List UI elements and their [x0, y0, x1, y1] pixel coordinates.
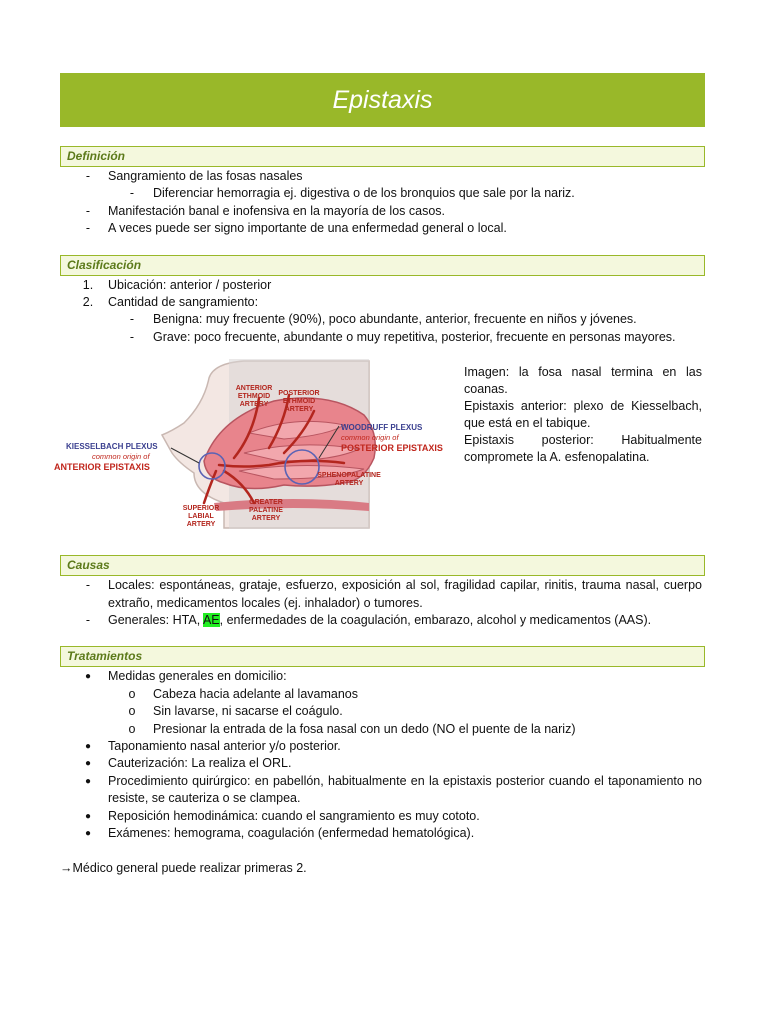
list-item: Taponamiento nasal anterior y/o posterior. [108, 739, 341, 753]
greater-palatine-label-2: PALATINE [249, 507, 283, 514]
nasal-anatomy-illustration [44, 353, 464, 535]
figure-caption [464, 364, 702, 466]
circle-marker: o [128, 687, 136, 701]
generales-text-end: , enfermedades de la coagulación, embarazo, alcohol y medicamentos (AAS). [219, 613, 652, 627]
list-item: A veces puede ser signo importante de una enfermedad general o local. [108, 221, 507, 235]
section-heading-causas: Causas [60, 555, 705, 576]
dash-marker: - [85, 613, 91, 627]
list-item: Cantidad de sangramiento: [108, 295, 259, 309]
dash-marker: - [85, 578, 91, 592]
superior-labial-label-3: ARTERY [186, 521, 216, 528]
caption-line: que está en el tabique. [464, 416, 591, 430]
list-number: 2. [82, 295, 94, 309]
list-item: Locales: espontáneas, grataje, esfuerzo, exposición al sol, fragilidad capilar, rinitis, trauma nasal, cuerpo [108, 578, 702, 592]
caption-line: coanas. [464, 382, 508, 396]
caption-line: Imagen: la fosa nasal termina en las [464, 365, 702, 379]
page-title: Epistaxis [332, 85, 433, 114]
posterior-ethmoid-label-1: POSTERIOR [278, 390, 320, 397]
list-item: Diferenciar hemorragia ej. digestiva o de los bronquios que sale por la nariz. [153, 186, 575, 200]
list-item: Medidas generales en domicilio: [108, 669, 287, 683]
posterior-ethmoid-label-2: ETHMOID [282, 398, 316, 405]
list-item: Procedimiento quirúrgico: en pabellón, habitualmente en la epistaxis posterior cuando el taponamiento no [108, 774, 702, 788]
superior-labial-label-1: SUPERIOR [182, 505, 220, 512]
sphenopalatine-label-1: SPHENOPALATINE [317, 472, 381, 479]
section-heading-definicion: Definición [60, 146, 705, 167]
list-item: Cabeza hacia adelante al lavamanos [153, 687, 358, 701]
list-item: Sangramiento de las fosas nasales [108, 169, 303, 183]
dash-marker: - [129, 312, 135, 326]
generales-text-start: Generales: HTA, [108, 613, 203, 627]
kiesselbach-plexus-label: KIESSELBACH PLEXUS [66, 442, 158, 451]
list-item-continuation: resiste, se cauteriza o se clampea. [108, 791, 301, 805]
greater-palatine-label-3: ARTERY [251, 515, 281, 522]
sphenopalatine-label-2: ARTERY [334, 480, 364, 487]
section-heading-tratamientos: Tratamientos [60, 646, 705, 667]
dash-marker: - [85, 204, 91, 218]
list-item: Benigna: muy frecuente (90%), poco abundante, anterior, frecuente en niños y jóvenes. [153, 312, 637, 326]
woodruff-sub-label: common origin of [341, 433, 399, 442]
posterior-epistaxis-label: POSTERIOR EPISTAXIS [341, 443, 443, 453]
nasal-anatomy-figure [44, 353, 464, 535]
anterior-ethmoid-label-3: ARTERY [239, 401, 269, 408]
list-item: Sin lavarse, ni sacarse el coágulo. [153, 704, 343, 718]
list-item: Grave: poco frecuente, abundante o muy repetitiva, posterior, frecuente en personas mayores. [153, 330, 676, 344]
anterior-ethmoid-label-1: ANTERIOR [235, 385, 273, 392]
caption-line: compromete la A. esfenopalatina. [464, 450, 650, 464]
anterior-ethmoid-label-2: ETHMOID [237, 393, 271, 400]
bullet-marker: ● [84, 811, 92, 822]
list-item [108, 612, 651, 629]
list-item: Reposición hemodinámica: cuando el sangramiento es muy cototo. [108, 809, 480, 823]
dash-marker: - [129, 186, 135, 200]
list-item-continuation: extraño, medicamentos locales (ej. inhalador) o tumores. [108, 596, 423, 610]
list-item: Manifestación banal e inofensiva en la mayoría de los casos. [108, 204, 445, 218]
circle-marker: o [128, 704, 136, 718]
dash-marker: - [85, 221, 91, 235]
highlighted-term: AE [202, 613, 220, 627]
caption-line: Epistaxis anterior: plexo de Kiesselbach, [464, 399, 702, 413]
woodruff-plexus-label: WOODRUFF PLEXUS [341, 423, 423, 432]
dash-marker: - [85, 169, 91, 183]
posterior-ethmoid-label-3: ARTERY [284, 406, 314, 413]
list-number: 1. [82, 278, 94, 292]
list-item: Exámenes: hemograma, coagulación (enfermedad hematológica). [108, 826, 475, 840]
bullet-marker: ● [84, 828, 92, 839]
title-banner [60, 73, 705, 127]
dash-marker: - [129, 330, 135, 344]
bullet-marker: ● [84, 671, 92, 682]
list-item: Presionar la entrada de la fosa nasal con un dedo (NO el puente de la nariz) [153, 722, 576, 736]
greater-palatine-label-1: GREATER [249, 499, 283, 506]
section-heading-clasificacion: Clasificación [60, 255, 705, 276]
bullet-marker: ● [84, 776, 92, 787]
kiesselbach-sub-label: common origin of [92, 452, 150, 461]
footer-note: →Médico general puede realizar primeras 2. [60, 861, 307, 875]
caption-line: Epistaxis posterior: Habitualmente [464, 433, 702, 447]
bullet-marker: ● [84, 758, 92, 769]
list-item: Cauterización: La realiza el ORL. [108, 756, 292, 770]
anterior-epistaxis-label: ANTERIOR EPISTAXIS [54, 462, 150, 472]
bullet-marker: ● [84, 741, 92, 752]
list-item: Ubicación: anterior / posterior [108, 278, 272, 292]
circle-marker: o [128, 722, 136, 736]
superior-labial-label-2: LABIAL [188, 513, 214, 520]
